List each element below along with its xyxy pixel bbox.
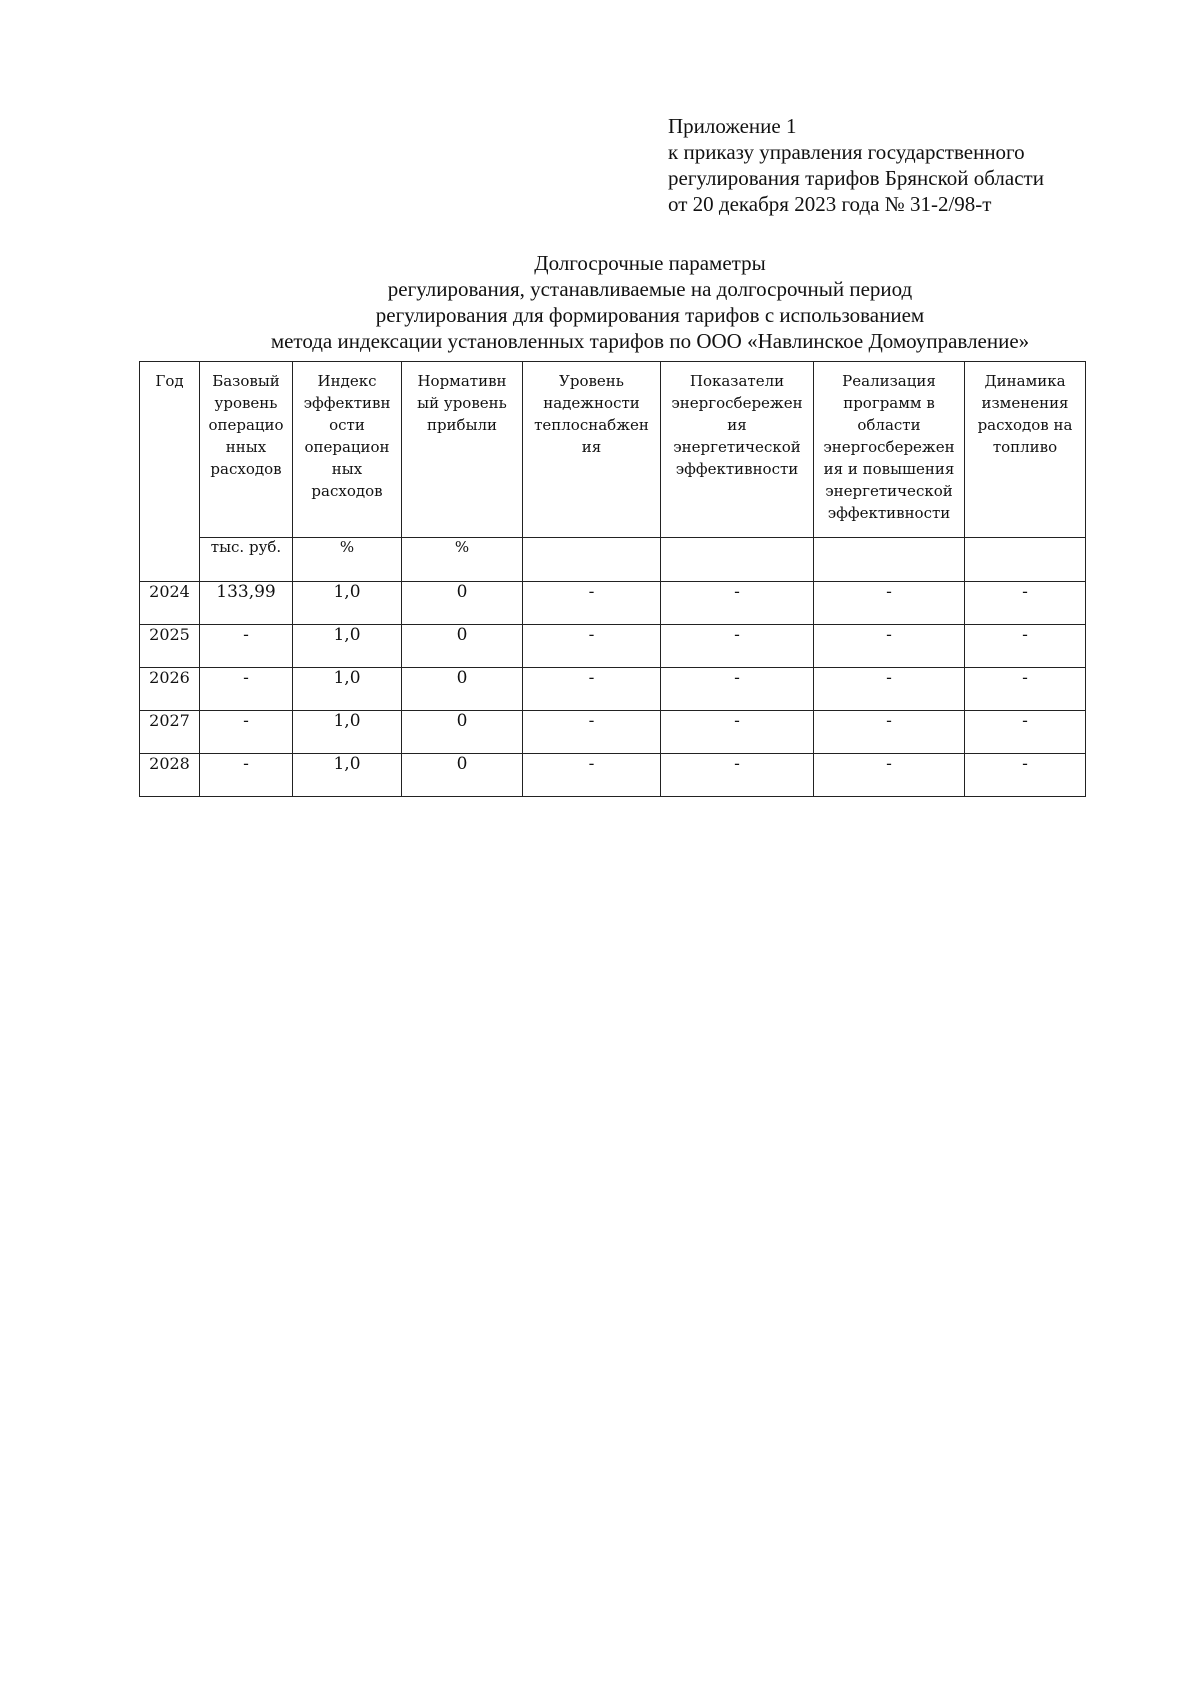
header-line: топливо (992, 438, 1058, 456)
data-cell: - (523, 668, 661, 711)
data-cell: - (965, 668, 1086, 711)
data-cell: - (814, 754, 965, 797)
header-line: ый уровень (417, 394, 507, 412)
table-row (140, 625, 1086, 668)
data-cell: - (661, 711, 814, 754)
data-cell: - (661, 754, 814, 797)
data-cell: 1,0 (293, 582, 402, 625)
header-year (140, 362, 200, 582)
table-row (140, 582, 1086, 625)
header-line: Нормативн (417, 372, 507, 390)
header-line: Уровень (559, 372, 624, 390)
header-line: ия (581, 438, 602, 456)
parameters-table (139, 361, 1086, 797)
header-line: энергосбережен (671, 394, 803, 412)
title-line: метода индексации установленных тарифов по ООО «Навлинское Домоуправление» (270, 329, 1030, 353)
header-line: уровень (214, 394, 278, 412)
data-cell: - (523, 582, 661, 625)
header-line: Показатели (689, 372, 785, 390)
header-fuel-dynamics (965, 362, 1086, 538)
data-cell: - (965, 711, 1086, 754)
data-cell: - (814, 668, 965, 711)
unit-cell: % (293, 538, 402, 582)
header-line: эффективности (675, 460, 799, 478)
data-cell: 1,0 (293, 711, 402, 754)
header-energy-programs (814, 362, 965, 538)
appendix-line: Приложение 1 (668, 114, 797, 138)
data-cell: 1,0 (293, 668, 402, 711)
data-cell: 1,0 (293, 754, 402, 797)
header-line: Реализация (842, 372, 936, 390)
header-energy-saving-indicators (661, 362, 814, 538)
data-cell: 0 (402, 754, 523, 797)
data-cell: - (523, 625, 661, 668)
table-units-row (140, 538, 1086, 582)
header-line: ия и повышения (823, 460, 955, 478)
appendix-line: регулирования тарифов Брянской области (668, 166, 1044, 190)
header-line: надежности (543, 394, 640, 412)
header-line: энергетической (825, 482, 953, 500)
data-cell: - (814, 582, 965, 625)
header-line: Индекс (317, 372, 377, 390)
data-cell: - (965, 625, 1086, 668)
header-line: расходов на (977, 416, 1073, 434)
data-cell: - (814, 625, 965, 668)
year-cell: 2024 (140, 582, 200, 625)
table-row (140, 668, 1086, 711)
header-line: Динамика (984, 372, 1066, 390)
data-cell: - (965, 754, 1086, 797)
data-cell: - (661, 625, 814, 668)
header-line: изменения (981, 394, 1069, 412)
title-line: Долгосрочные параметры (534, 251, 766, 275)
header-line: Год (155, 372, 184, 390)
year-cell: 2028 (140, 754, 200, 797)
unit-cell (523, 538, 661, 582)
unit-cell (965, 538, 1086, 582)
header-line: прибыли (426, 416, 498, 434)
data-cell: - (200, 625, 293, 668)
data-cell: - (200, 668, 293, 711)
data-cell: 0 (402, 668, 523, 711)
appendix-line: к приказу управления государственного (668, 140, 1025, 164)
table-row (140, 711, 1086, 754)
data-cell: 0 (402, 625, 523, 668)
title-line: регулирования для формирования тарифов с использованием (375, 303, 925, 327)
appendix-line: от 20 декабря 2023 года № 31-2/98-т (668, 192, 992, 216)
data-cell: - (200, 711, 293, 754)
header-line: операцион (304, 438, 390, 456)
header-line: теплоснабжен (534, 416, 649, 434)
data-cell: 0 (402, 582, 523, 625)
data-cell: - (523, 711, 661, 754)
header-line: энергосбережен (823, 438, 955, 456)
header-line: области (857, 416, 921, 434)
header-normative-profit (402, 362, 523, 538)
year-cell: 2026 (140, 668, 200, 711)
data-cell: 1,0 (293, 625, 402, 668)
header-line: программ в (843, 394, 935, 412)
header-line: эффективности (827, 504, 951, 522)
header-base-opex (200, 362, 293, 538)
data-cell: - (200, 754, 293, 797)
data-cell: - (965, 582, 1086, 625)
title-line: регулирования, устанавливаемые на долгосрочный период (387, 277, 913, 301)
data-cell: - (814, 711, 965, 754)
unit-cell: % (402, 538, 523, 582)
header-line: расходов (210, 460, 282, 478)
data-cell: 133,99 (200, 582, 293, 625)
document-title (140, 250, 1160, 354)
header-line: ости (329, 416, 365, 434)
table-header-row (140, 362, 1086, 538)
header-reliability (523, 362, 661, 538)
header-line: расходов (311, 482, 383, 500)
unit-cell (661, 538, 814, 582)
header-line: ных (331, 460, 363, 478)
data-cell: - (661, 668, 814, 711)
header-efficiency-index (293, 362, 402, 538)
header-line: Базовый (212, 372, 280, 390)
header-line: энергетической (673, 438, 801, 456)
year-cell: 2027 (140, 711, 200, 754)
data-cell: 0 (402, 711, 523, 754)
header-line: эффективн (303, 394, 391, 412)
unit-cell (814, 538, 965, 582)
table-row (140, 754, 1086, 797)
header-line: ия (727, 416, 747, 434)
year-cell: 2025 (140, 625, 200, 668)
unit-cell: тыс. руб. (200, 538, 293, 582)
header-line: нных (225, 438, 267, 456)
data-cell: - (661, 582, 814, 625)
header-line: операцио (208, 416, 284, 434)
data-cell: - (523, 754, 661, 797)
appendix-block (668, 113, 1188, 217)
